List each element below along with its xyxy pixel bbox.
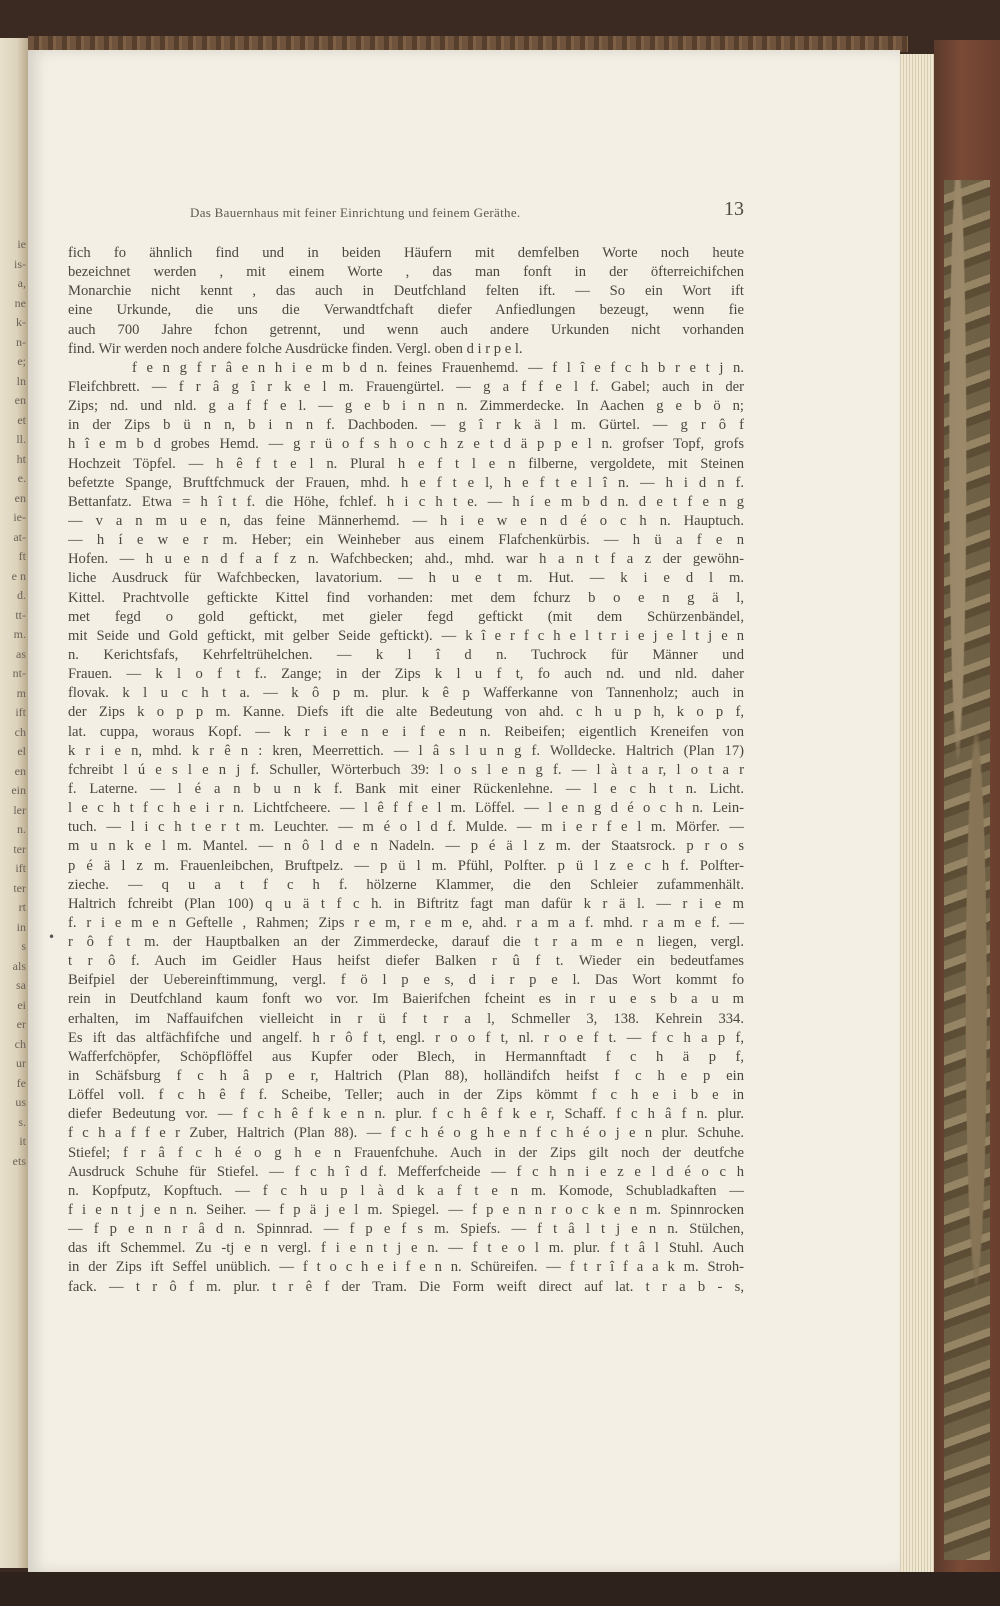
margin-fragment: e; [17, 354, 26, 368]
margin-fragment: k- [16, 315, 26, 329]
margin-fragment: ie [17, 237, 26, 251]
text-line: diefer Bedeutung vor. — f c h ê f k e n n. plur. f c h ê f k e r, Schaff. f c h â f n. plur. [68, 1106, 744, 1123]
text-line: Hochzeit Töpfel. — h ê f t e l n. Plural h e f t l e n filberne, vergoldete, mit Steinen [68, 455, 744, 472]
margin-fragment: m [16, 685, 26, 700]
margin-fragment: fe [16, 1075, 26, 1090]
text-line: lat. cuppa, woraus Kopf. — k r i e n e i f e n n. Reibeifen; eigentlich Kreneifen von [68, 723, 744, 740]
margin-fragment: el [17, 744, 26, 758]
margin-fragment: ne [14, 295, 26, 310]
text-line: fich fo ähnlich find und in beiden Häufern mit demfelben Worte noch heute [68, 245, 744, 261]
margin-fragment: at- [13, 529, 26, 544]
margin-fragment: ft [18, 549, 26, 563]
margin-fragment: ein [11, 783, 26, 797]
text-line: Monarchie nicht kennt , das auch in Deutfchland felten ift. — So ein Wort ift [68, 283, 744, 300]
text-line: find. Wir werden noch andere folche Ausdrücke finden. Vergl. oben d i r p e l. [68, 340, 523, 357]
page-stack-edge [898, 54, 934, 1574]
margin-fragment: ter [13, 841, 26, 856]
text-line: Haltrich fchreibt (Plan 100) q u ä t f c h. in Biftritz fagt man dafür k r ä l. — r i e m [68, 895, 744, 912]
bottom-edge [0, 1572, 1000, 1606]
text-line: fack. — t r ô f m. plur. t r ê f der Tram. Die Form weift direct auf lat. t r a b - s, [68, 1278, 744, 1295]
margin-fragment: en [14, 490, 26, 505]
margin-fragment: s [21, 939, 26, 953]
margin-fragment: et [17, 412, 26, 427]
margin-fragment: m. [13, 627, 26, 641]
text-line: f. Laterne. — l é a n b u n k f. Bank mit einer Rückenlehne. — l e c h t n. Licht. [68, 780, 744, 797]
margin-fragment: e. [17, 471, 26, 485]
text-line: n. Kopfputz, Kopftuch. — f c h u p l à d k a f t e n m. Komode, Schubladkaften — [68, 1182, 744, 1199]
text-line: flovak. k l u c h t a. — k ô p m. plur. k ê p Wafferkanne von Tannenholz; auch in [68, 685, 744, 702]
margin-fragment: ets [12, 1153, 26, 1168]
margin-mark: • [48, 930, 56, 944]
text-line: l e c h t f c h e i r n. Lichtfcheere. — l ê f f e l m. Löffel. — l e n g d é o c h n. Lein- [68, 800, 744, 817]
text-line: r ô f t m. der Hauptbalken an der Zimmerdecke, darauf die t r a m e n liegen, vergl. [68, 934, 744, 951]
margin-fragment: ift [15, 705, 26, 719]
previous-page-edge [0, 38, 28, 1568]
margin-fragment: ie- [13, 510, 26, 524]
text-line: Fleifchbrett. — f r â g î r k e l m. Frauengürtel. — g a f f e l f. Gabel; auch in der [68, 378, 744, 395]
margin-fragment: ei [17, 997, 26, 1012]
margin-fragment: n- [16, 334, 26, 349]
margin-fragment: als [12, 958, 26, 973]
margin-fragment: it [19, 1134, 26, 1148]
text-line: Kittel. Prachtvolle geftickte Kittel find vorhanden: met dem fchurz b o e n g ä l, [68, 589, 744, 606]
text-line: erhalten, im Naffauifchen vielleicht in r ü f t r a l, Schmeller 3, 138. Kehrein 334. [68, 1010, 744, 1027]
text-line: — v a n m u e n, das feine Männerhemd. — h i e w e n d é o c h n. Hauptuch. [68, 512, 744, 529]
text-line: rein in Deutfchland kaum fonft wo vor. Im Baierifchen fcheint es in r u e s b a u m [68, 991, 744, 1008]
text-line: t r ô f. Auch im Geidler Haus heifst diefer Balken r û f t. Wieder ein bedeutfames [68, 953, 744, 970]
margin-fragment: ln [16, 373, 26, 388]
cover-marbling [944, 180, 990, 1560]
margin-fragment: in [16, 919, 26, 934]
margin-fragment: a, [17, 276, 26, 290]
margin-fragment: ter [13, 880, 26, 895]
text-line: k r i e n, mhd. k r ê n : kren, Meerrettich. — l â s l u n g f. Wolldecke. Haltrich (Plan 17) [68, 742, 744, 759]
text-line: bezeichnet werden , mit einem Worte , das man fonft in der öfterreichifchen [68, 264, 744, 281]
text-line: eine Urkunde, die uns die Verwandtfchaft diefer Anfiedlungen bezeugt, wenn fie [68, 302, 744, 319]
text-line: Zips; nd. und nld. g a f f e l. — g e b i n n n. Zimmerdecke. In Aachen g e b ö n; [68, 398, 744, 415]
margin-fragment: en [14, 393, 26, 407]
text-line: p é ä l z m. Frauenleibchen, Bruftpelz. — p ü l m. Pfühl, Polfter. p ü l z e c h f. Polfter- [68, 857, 744, 874]
margin-fragment: d. [17, 588, 26, 602]
margin-fragment: en [14, 763, 26, 778]
text-line: met fegd o gold geftickt, met gieler fegd geftickt (mit dem Schürzenbändel, [68, 608, 744, 625]
text-line: Ausdruck Schuhe für Stiefel. — f c h î d f. Mefferfcheide — f c h n i e z e l d é o c h [68, 1163, 744, 1180]
text-line: f i e n t j e n n. Seiher. — f p ä j e l m. Spiegel. — f p e n n r o c k e n m. Spinnrocken [68, 1202, 744, 1219]
text-line: m u n k e l m. Mantel. — n ô l d e n Nadeln. — p é ä l z m. der Staatsrock. p r o s [68, 838, 744, 855]
margin-fragment: ht [16, 451, 26, 466]
text-line: liche Ausdruck für Wafchbecken, lavatorium. — h u e t m. Hut. — k i e d l m. [68, 570, 744, 587]
body-text [68, 244, 744, 1297]
margin-fragment: nt- [12, 666, 26, 680]
margin-fragment: tt- [15, 607, 26, 622]
text-line: der Zips k o p p m. Kanne. Diefs ift die alte Bedeutung von ahd. c h u p h, k o p f, [68, 704, 744, 721]
text-line: fchreibt l ú e s l e n j f. Schuller, Wörterbuch 39: l o s l e n g f. — l à t a r, l o t a r [68, 761, 744, 778]
text-line: n. Kerichtsfafs, Kehrfeltrühelchen. — k l î d n. Tuchrock für Männer und [68, 646, 744, 663]
text-line: f c h a f f e r Zuber, Haltrich (Plan 88). — f c h é o g h e n f c h é o j e n plur. Schuhe. [68, 1125, 744, 1142]
text-line: Löffel voll. f c h ê f f. Scheibe, Teller; auch in der Zips kömmt f c h e i b e in [68, 1087, 744, 1104]
text-line: auch 700 Jahre fchon getrennt, und wenn auch andere Urkunden nicht vorhanden [68, 321, 744, 338]
text-line: f. r i e m e n Geftelle , Rahmen; Zips r e m, r e m e, ahd. r a m a f. mhd. r a m e f. — [68, 914, 744, 931]
text-line: zieche. — q u a t f c h f. hölzerne Klammer, die den Schleier zufammenhält. [68, 876, 744, 893]
margin-fragment: ler [13, 802, 26, 817]
margin-fragment: s. [18, 1114, 26, 1129]
text-line: — f p e n n r â d n. Spinnrad. — f p e f s m. Spiefs. — f t â l t j e n n. Stülchen, [68, 1221, 744, 1238]
text-line: in der Zips ift Seffel unüblich. — f t o c h e i f e n n. Schüreifen. — f t r î f a a k m. Stroh- [68, 1259, 744, 1276]
margin-fragment: rt [18, 900, 26, 914]
text-line: das ift Schemmel. Zu -tj e n vergl. f i e n t j e n. — f t e o l m. plur. f t â l Stuhl. Auch [68, 1240, 744, 1257]
margin-fragment: ll. [16, 432, 26, 446]
text-line: Bettanfatz. Etwa = h î t f. die Höhe, fchlef. h i c h t e. — h í e m b d n. d e t f e n g [68, 493, 744, 510]
margin-fragment: ch [14, 1036, 26, 1051]
text-line: Frauen. — k l o f t f.. Zange; in der Zips k l u f t, fo auch nd. und nld. daher [68, 666, 744, 683]
running-title: Das Bauernhaus mit feiner Einrichtung und feinem Geräthe. [190, 205, 521, 220]
text-line: mit Seide und Gold geftickt, mit gelber Seide geftickt). — k î e r f c h e l t r i e j e l t j e n [68, 627, 744, 644]
margin-fragment: sa [16, 978, 26, 992]
text-line: Wafferfchöpfer, Schöpflöffel aus Kupfer oder Blech, in Hermannftadt f c h ä p f, [68, 1048, 744, 1065]
margin-fragment: er [16, 1017, 26, 1031]
margin-fragment: n. [17, 822, 26, 836]
text-line: f e n g f r â e n h i e m b d n. feines Frauenhemd. — f l î e f c h b r e t j n. [132, 359, 744, 376]
text-line: h î e m b d grobes Hemd. — g r ü o f s h o c h z e t d ä p p e l n. grofser Topf, grofs [68, 436, 744, 453]
margin-fragment: e n [11, 568, 26, 583]
text-line: Beifpiel der Uebereinftimmung, vergl. f ö l p e s, d i r p e l. Das Wort kommt fo [68, 972, 744, 989]
text-line: Es ift das altfächfifche und angelf. h r ô f t, engl. r o o f t, nl. r o e f t. — f c h a p f, [68, 1029, 744, 1046]
text-line: tuch. — l i c h t e r t m. Leuchter. — m é o l d f. Mulde. — m i e r f e l m. Mörfer. — [68, 819, 744, 836]
text-line: befetzte Spange, Bruftfchmuck der Frauen, mhd. h e f t e l, h e f t e l î n. — h i d n f. [68, 474, 744, 491]
margin-fragment: ur [16, 1056, 26, 1070]
margin-fragment: ift [15, 861, 26, 875]
text-line: in der Zips b ü n n, b i n n f. Dachboden. — g î r k ä l m. Gürtel. — g r ô f [68, 417, 744, 434]
text-line: — h í e w e r m. Heber; ein Weinheber aus einem Flafchenkürbis. — h ü a f e n [68, 532, 744, 549]
text-line: Stiefel; f r â f c h é o g h e n Frauenfchuhe. Auch in der Zips gilt noch der deutfche [68, 1144, 744, 1161]
text-line: Hofen. — h u e n d f a f z n. Wafchbecken; ahd., mhd. war h a n t f a z der gewöhn- [68, 551, 744, 568]
text-line: in Schäfsburg f c h â p e r, Haltrich (Plan 88), holländifch heifst f c h e p ein [68, 1068, 744, 1085]
margin-fragment: ch [14, 724, 26, 739]
margin-fragment: us [15, 1095, 26, 1109]
page-number: 13 [724, 198, 744, 220]
margin-fragment: is- [14, 256, 26, 271]
margin-fragment: as [16, 646, 26, 661]
